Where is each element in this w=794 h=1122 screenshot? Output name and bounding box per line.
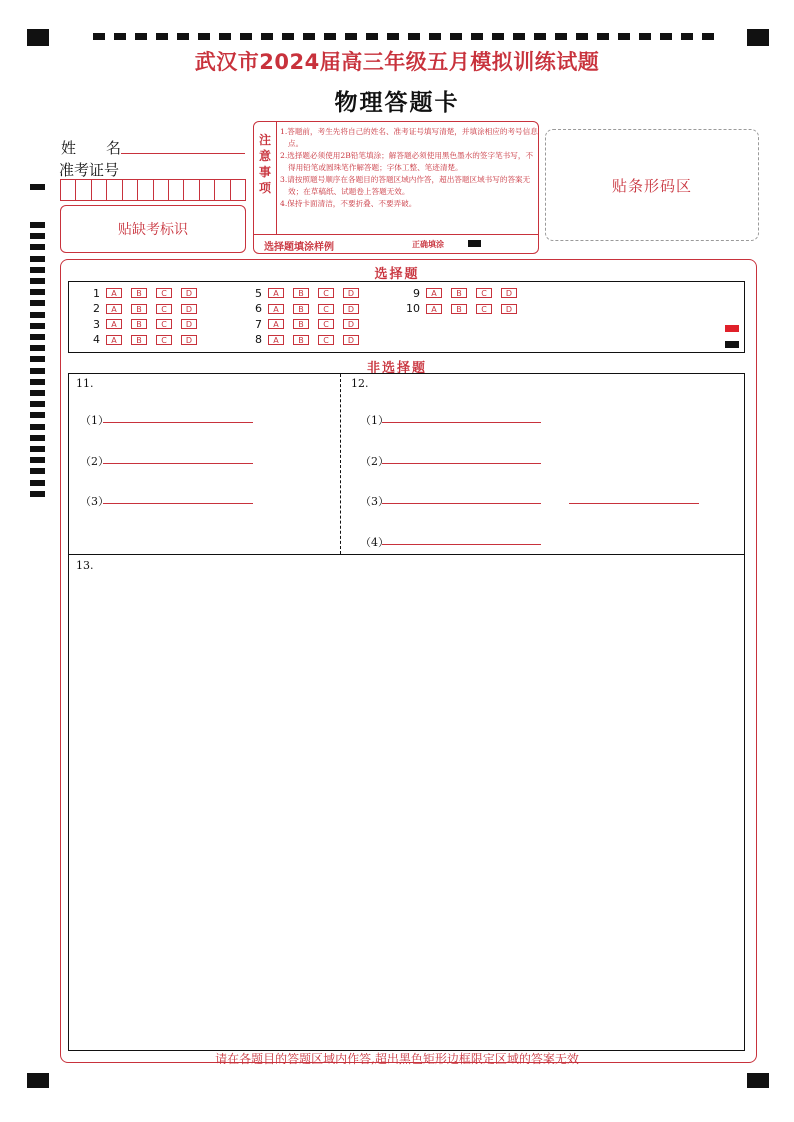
timing-dash [597,33,609,40]
option-bubble-a[interactable]: A [106,288,122,298]
timing-dash [702,33,714,40]
option-bubble-b[interactable]: B [293,335,309,345]
option-bubble-c[interactable]: C [156,304,172,314]
choice-question-5 [248,287,368,299]
timing-dash [30,468,45,474]
timing-dash [639,33,651,40]
registration-mark-top-left [27,29,49,46]
option-bubble-d[interactable]: D [343,304,359,314]
q11-blank-2-label: （2） [80,455,109,468]
timing-dash [471,33,483,40]
registration-mark-top-right [747,29,769,46]
exam-id-grid[interactable] [60,179,246,201]
q12-blank-4-label: （4） [360,536,389,549]
timing-dash [555,33,567,40]
instruction-item: 2.选择题必须使用2B铅笔填涂；解答题必须使用黑色墨水的签字笔书写，不得用铅笔或圆珠笔作解答题；字体工整、笔迹清楚。 [280,151,534,172]
absence-sticker-area [60,205,246,253]
barcode-area [545,129,759,241]
registration-mark-bottom-right [747,1073,769,1088]
option-bubble-c[interactable]: C [318,304,334,314]
timing-dash [30,480,45,486]
option-bubble-d[interactable]: D [181,335,197,345]
q11-blank-2[interactable] [103,463,253,464]
option-bubble-a[interactable]: A [268,304,284,314]
choice-question-1 [86,287,206,299]
q13-answer-area[interactable] [70,576,743,1048]
timing-dash [219,33,231,40]
question-13-label: 13. [76,559,94,572]
timing-dash [30,323,45,329]
choice-question-7 [248,318,368,330]
timing-dash [135,33,147,40]
option-bubble-c[interactable]: C [156,288,172,298]
option-bubble-a[interactable]: A [268,288,284,298]
timing-dash [303,33,315,40]
q12-blank-4[interactable] [382,544,541,545]
choice-question-10 [406,303,526,315]
timing-dash [93,33,105,40]
fill-sample-label: 选择题填涂样例 [264,242,334,253]
timing-dash [30,222,45,228]
option-bubble-a[interactable]: A [106,335,122,345]
q11-blank-1-label: （1） [80,414,109,427]
absence-sticker-label: 贴缺考标识 [118,222,188,238]
question-number: 2 [93,302,100,315]
question-number: 7 [255,317,262,331]
choice-section-title: 选择题 [374,267,420,282]
timing-dash [30,390,45,396]
option-bubble-a[interactable]: A [268,335,284,345]
option-bubble-d[interactable]: D [181,319,197,329]
timing-dash [660,33,672,40]
option-bubble-a[interactable]: A [426,288,442,298]
name-field[interactable] [121,153,245,154]
choice-question-4 [86,334,206,346]
option-bubble-d[interactable]: D [181,304,197,314]
left-side-mark [30,184,45,190]
q12-blank-3a[interactable] [382,503,541,504]
option-bubble-c[interactable]: C [318,319,334,329]
barcode-label: 贴条形码区 [611,176,692,195]
question-number: 3 [93,317,100,331]
question-number: 4 [93,333,100,346]
q11-q12-divider [340,374,341,554]
instructions-panel [253,121,539,254]
timing-dash [387,33,399,40]
question-number: 6 [255,302,262,315]
timing-dash [240,33,252,40]
q12-blank-2[interactable] [382,463,541,464]
option-bubble-c[interactable]: C [318,335,334,345]
timing-dash [114,33,126,40]
option-bubble-b[interactable]: B [293,288,309,298]
timing-dash [177,33,189,40]
timing-dash [30,244,45,250]
question-number: 8 [255,333,262,346]
timing-dash [324,33,336,40]
q12-blank-1[interactable] [382,422,541,423]
q11-blank-3-label: （3） [80,495,109,508]
timing-dash [30,424,45,430]
option-bubble-b[interactable]: B [451,288,467,298]
timing-dash [30,401,45,407]
option-bubble-c[interactable]: C [476,304,492,314]
fill-sample-row [254,234,538,254]
option-bubble-a[interactable]: A [426,304,442,314]
option-bubble-d[interactable]: D [343,319,359,329]
timing-dash [450,33,462,40]
q11-blank-3[interactable] [103,503,253,504]
timing-dash [345,33,357,40]
question-number: 1 [93,286,100,300]
calibration-mark-red [725,325,739,332]
timing-dash [30,457,45,463]
option-bubble-b[interactable]: B [131,304,147,314]
timing-dash [513,33,525,40]
timing-dash [618,33,630,40]
question-number: 10 [406,302,420,315]
timing-dash [282,33,294,40]
option-bubble-b[interactable]: B [451,304,467,314]
option-bubble-d[interactable]: D [343,335,359,345]
instructions-divider [276,122,277,234]
question-11-label: 11. [76,377,94,390]
option-bubble-b[interactable]: B [131,288,147,298]
instruction-item: 4.保持卡面清洁，不要折叠、不要弄破。 [280,199,417,208]
instruction-item: 3.请按照题号顺序在各题目的答题区域内作答，超出答题区域书写的答案无效；在草稿纸、试题卷上答题无效。 [280,175,531,196]
footer-warning: 请在各题目的答题区域内作答,超出黑色矩形边框限定区域的答案无效 [215,1052,579,1066]
timing-dash [30,289,45,295]
timing-dash [261,33,273,40]
timing-dash [30,233,45,239]
nonchoice-section-title: 非选择题 [366,361,427,376]
timing-dash [30,345,45,351]
timing-dash [534,33,546,40]
question-number: 9 [413,286,420,300]
correct-fill-label: 正确填涂 [412,240,444,249]
option-bubble-b[interactable]: B [293,319,309,329]
registration-mark-bottom-left [27,1073,49,1088]
timing-dash [408,33,420,40]
instructions-list [280,126,538,210]
instructions-heading: 注 意 事 项 [258,133,271,195]
q12-blank-2-label: （2） [360,455,389,468]
timing-dash [30,256,45,262]
choice-question-8 [248,334,368,346]
q12-blank-3b[interactable] [569,503,699,504]
timing-dash [156,33,168,40]
q11-blank-1[interactable] [103,422,253,423]
q13-top-border [68,554,745,555]
timing-dash [681,33,693,40]
choice-question-2 [86,303,206,315]
timing-dash [198,33,210,40]
option-bubble-d[interactable]: D [343,288,359,298]
exam-id-label: 准考证号 [59,161,120,179]
timing-dash [30,379,45,385]
q12-blank-1-label: （1） [360,414,389,427]
timing-dash [30,491,45,497]
instruction-item: 1.答题前，考生先将自己的姓名、准考证号填写清楚，并填涂相应的考号信息点。 [280,127,538,148]
option-bubble-d[interactable]: D [501,288,517,298]
correct-fill-sample [468,240,481,247]
timing-dash [30,300,45,306]
choice-question-6 [248,303,368,315]
timing-dash [30,312,45,318]
option-bubble-a[interactable]: A [106,319,122,329]
choice-question-3 [86,318,206,330]
option-bubble-b[interactable]: B [131,335,147,345]
option-bubble-a[interactable]: A [106,304,122,314]
option-bubble-b[interactable]: B [293,304,309,314]
q12-blank-3-label: （3） [360,495,389,508]
timing-dash [30,334,45,340]
timing-dash [30,446,45,452]
choice-question-9 [406,287,526,299]
calibration-mark-black [725,341,739,348]
timing-dash [30,412,45,418]
question-number: 5 [255,286,262,300]
option-bubble-d[interactable]: D [181,288,197,298]
option-bubble-d[interactable]: D [501,304,517,314]
answer-sheet-title: 物理答题卡 [334,90,460,116]
option-bubble-b[interactable]: B [131,319,147,329]
exam-title: 武汉市2024届高三年级五月模拟训练试题 [194,50,600,74]
option-bubble-c[interactable]: C [156,319,172,329]
timing-dash [576,33,588,40]
timing-dash [366,33,378,40]
option-bubble-a[interactable]: A [268,319,284,329]
timing-dash [429,33,441,40]
timing-dash [492,33,504,40]
option-bubble-c[interactable]: C [156,335,172,345]
option-bubble-c[interactable]: C [476,288,492,298]
option-bubble-c[interactable]: C [318,288,334,298]
name-label: 姓 名 [61,139,122,157]
question-12-label: 12. [351,377,369,390]
timing-dash [30,435,45,441]
